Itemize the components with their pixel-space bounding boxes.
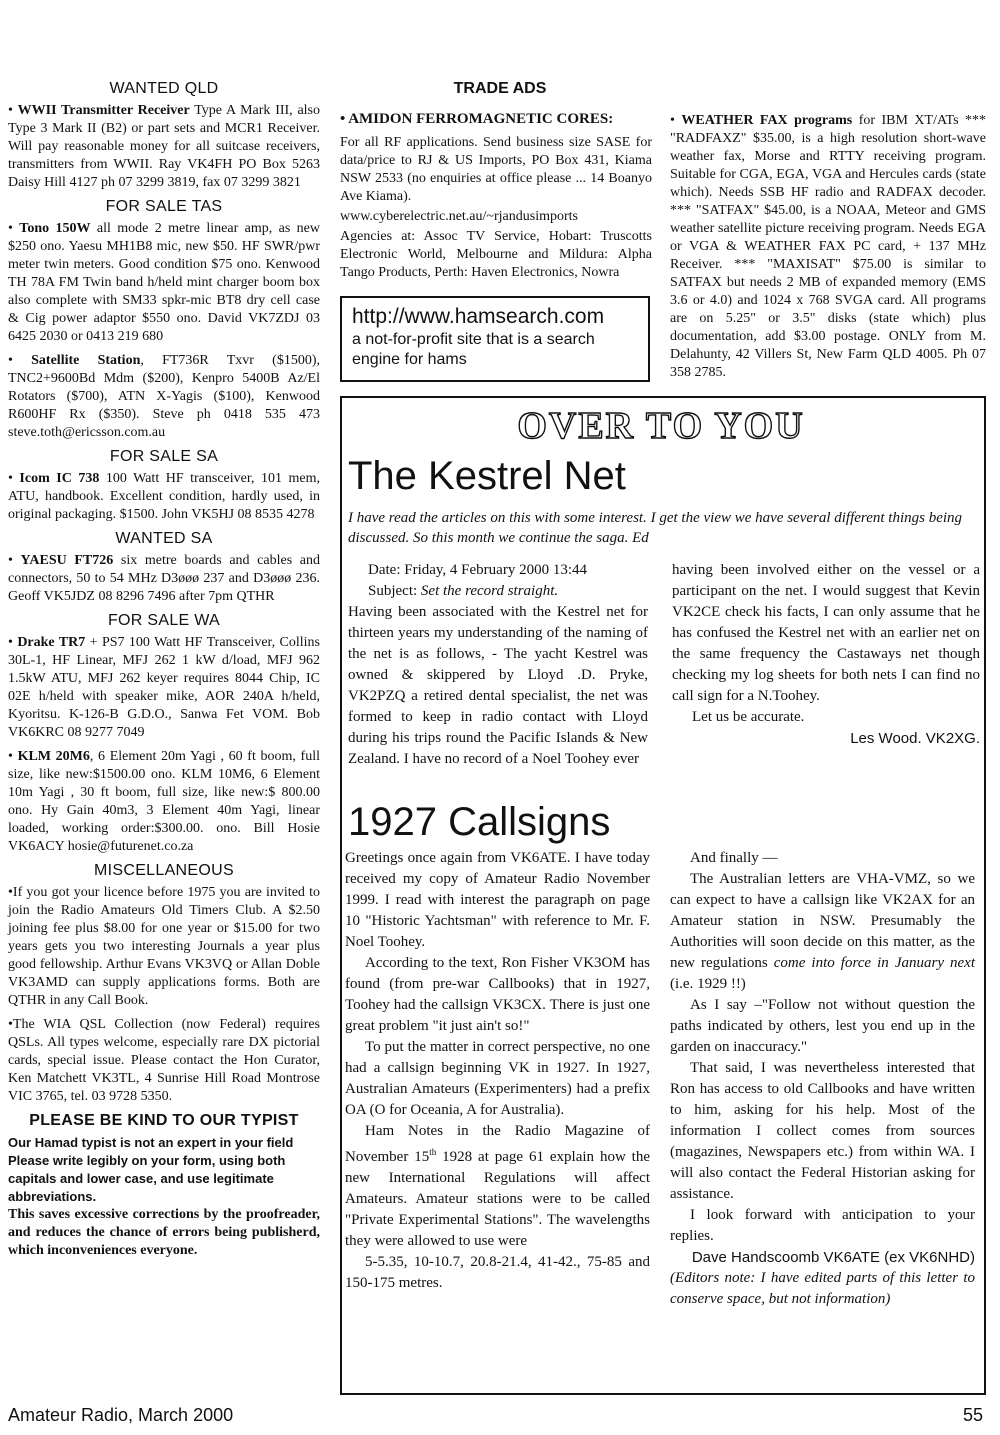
amidon-url[interactable]: www.cyberelectric.net.au/~rjandusimports <box>340 209 578 224</box>
hamsearch-url[interactable]: http://www.hamsearch.com <box>352 305 605 328</box>
amidon-title: • AMIDON FERROMAGNETIC CORES: <box>340 111 614 127</box>
ad-item: • Icom IC 738 100 Watt HF transceiver, 101 mem, ATU, handbook. Excellent condition, hardly used, in original packaging. $1500. John VK5HJ 08 8535 4278 <box>8 471 320 522</box>
typist-heading: PLEASE BE KIND TO OUR TYPIST <box>29 1112 299 1129</box>
letter-date: Date: Friday, 4 February 2000 13:44 <box>368 562 587 578</box>
callsigns-col-1 <box>345 848 650 1294</box>
callsigns-paragraph: As I say –"Follow not without question the paths indicated by others, lest you end up in the garden on inaccuracy." <box>670 997 975 1055</box>
ad-item: • Tono 150W all mode 2 metre linear amp, as new $250 ono. Yaesu MH1B8 mic, new $50. HF SWR/pwr meter twin meters. Good condition $75 ono. Kenwood TH 78A FM Twin band h/held mint charger boom box also complete with SM33 spkr-mic BT8 dry cell case & Cig power adaptor $550 ono. David VK7ZDJ 03 6425 2030 or 0413 219 680 <box>8 221 321 344</box>
weather-fax-ad <box>670 112 986 388</box>
kestrel-col-2 <box>672 560 980 749</box>
section-wanted-qld <box>8 80 320 192</box>
ad-item: • KLM 20M6, 6 Element 20m Yagi , 60 ft boom, full size, like new:$1500.00 ono. KLM 10M6, 6 Element 10m Yagi , 30 ft boom, full size, like new:$ 800.00 ono. Hy Gain 40m3, 3 Element 40m Yagi, linear loaded, working order:$300.00. ono. Bill Hosie VK6ACY hosie@futurenet.co.za <box>8 749 320 854</box>
section-wanted-sa <box>8 530 320 606</box>
trade-ads-heading: TRADE ADS <box>453 80 547 97</box>
footer-publication: Amateur Radio, March 2000 <box>8 1405 234 1425</box>
kestrel-col-1 <box>348 560 648 770</box>
hamsearch-box <box>340 296 650 382</box>
ad-item: •The WIA QSL Collection (now Federal) requires QSLs. All types welcome, especially rare DX pictorial cards, special issue. Please contact the Hon Curator, Ken Matchett VK3TL, 4 Sunrise Hill Road Montrose VIC 3765, tel. 03 9728 5350. <box>8 1017 320 1104</box>
callsigns-title: 1927 Callsigns <box>348 800 611 844</box>
amidon-body: For all RF applications. Send business size SASE for data/price to RJ & US Imports, PO Box 431, Kiama NSW 2533 (no enquiries at office please ... 14 Boanyo Ave Kiama). <box>340 135 652 204</box>
ad-item: •If you got your licence before 1975 you are invited to join the Radio Amateurs Old Timers Club. A $2.50 joining fee plus $8.00 for one year or $15.00 for two years gets you two interesting Journals a year plus good fellowship. Arthur Evans VK3VQ or Allan Doble VK3AMD can supply applications forms. Both are QTHR in any Call Book. <box>8 885 320 1008</box>
page-footer <box>8 1405 983 1426</box>
classified-column <box>8 74 320 1260</box>
callsigns-paragraph: And finally — <box>690 850 778 866</box>
callsigns-paragraph: Ham Notes in the Radio Magazine of November 15th 1928 at page 61 explain how the new International Regulations will affect Amateurs. Amateur stations were to be called "Private Experimental Stations". The wavelengths they were allowed to use were <box>345 1123 650 1249</box>
amidon-agencies: Agencies at: Assoc TV Service, Hobart: Truscotts Electronic World, Melbourne and Mildura: Alpha Tango Products, Perth: Haven Electronics, Nowra <box>340 229 652 280</box>
amidon-ad <box>340 110 652 288</box>
kestrel-paragraph: Having been associated with the Kestrel net for thirteen years my understanding of the naming of the net is as follows, - The yacht Kestrel was owned & skippered by Lloyd .D. Pryke, VK2PZQ a retired dental specialist, the net was formed to keep in radio contact with Lloyd during his trips round the Pacific Islands & New Zealand. I have no record of a Noel Toohey ever <box>348 604 648 767</box>
over-to-you-logo: OVER TO YOU <box>517 405 805 447</box>
typist-note: Our Hamad typist is not an expert in your field Please write legibly on your form, using both capitals and lower case, and use legitimate abbreviations. <box>8 1135 294 1204</box>
kestrel-signature: Les Wood. VK2XG. <box>850 730 980 747</box>
typist-notice <box>8 1112 320 1260</box>
callsigns-paragraph: To put the matter in correct perspective, no one had a callsign beginning VK in 1927. In 1927, Australian Amateurs (Experimenters) had a prefix OA (O for Oceania, A for Australia). <box>345 1039 650 1118</box>
section-heading: FOR SALE TAS <box>105 198 223 215</box>
section-for-sale-wa <box>8 612 320 856</box>
callsigns-col-2 <box>670 848 975 1310</box>
callsigns-paragraph: I look forward with anticipation to your replies. <box>670 1207 975 1244</box>
ad-item: • Satellite Station, FT736R Txvr ($1500), TNC2+9600Bd Mdm ($200), Kenpro 5400B Az/El Rotators ($700), ATN X-Yagis ($100), Kenwood R600HF Rx ($350). Steve ph 0418 535 473 steve.toth@ericsson.com.au <box>8 353 320 440</box>
section-heading: FOR SALE SA <box>109 448 219 465</box>
callsigns-paragraph: The Australian letters are VHA-VMZ, so we can expect to have a callsign like VK2AX for an Amateur station in NSW. Presumably the Authorities will soon decide on this matter, as the new regulations come into force in January next (i.e. 1929 !!) <box>670 871 975 992</box>
ad-item: • WEATHER FAX programs for IBM XT/ATs *** "RADFAXZ" $35.00, is a high resolution short-wave weather fax, Morse and RTTY receiving program. Suitable for CGA, EGA, VGA and Hercules cards (state which). Needs SSB HF radio and RADFAX decoder. *** "SATFAX" $45.00, is a NOAA, Meteor and GMS weather satellite picture receiving program. Needs EGA or VGA & WEATHER FAX PC card, + 137 MHz Receiver. *** "MAXISAT" $75.00 is similar to SATFAX but needs 2 MB of expanded memory (EMS 3.6 or 4.0) and 1024 x 768 SVGA card. All programs are on 5.25" or 3.5" disks (state which) plus documentation, add $3.00 postage. ONLY from M. Delahunty, 42 Villers St, New Farm QLD 4005. Ph 07 358 2785. <box>670 113 987 380</box>
ad-item: • Drake TR7 + PS7 100 Watt HF Transceiver, Collins 30L-1, HF Linear, MFJ 262 1 kW d/load, MFJ 962 1.5kW ATU, MFJ 262 keyer requires 8044 Chip, IC 02E h/held with speaker mike, AOR 240A h/held, Kyoritsu. K-126-B G.D.O., Sanwa Fet VOM. Bob VK6KRC 08 9277 7049 <box>8 635 320 740</box>
callsigns-paragraph: Greetings once again from VK6ATE. I have today received my copy of Amateur Radio November 1999. I read with interest the paragraph on page 10 "Historic Yachtsman" with reference to Mr. F. Noel Toohey. <box>345 850 650 950</box>
editors-note: (Editors note: I have edited parts of this letter to conserve space, but not information) <box>670 1270 975 1307</box>
kestrel-paragraph: Let us be accurate. <box>692 709 805 725</box>
callsigns-signature: Dave Handscoomb VK6ATE (ex VK6NHD) <box>691 1249 975 1266</box>
kestrel-intro: I have read the articles on this with some interest. I get the view we have several different things being discussed. So this month we continue the saga. Ed <box>348 510 963 546</box>
section-for-sale-tas <box>8 198 320 442</box>
ad-item: • YAESU FT726 six metre boards and cables and connectors, 50 to 54 MHz D3øøø 237 and D3øøø 236. Geoff VK5JDZ 08 8296 7496 after 7pm QTHR <box>8 553 320 604</box>
ad-item: • WWII Transmitter Receiver Type A Mark III, also Type 3 Mark II (B2) or part sets and MCR1 Receiver. Will pay reasonable money for all suitcase receivers, transmitters from WWII. Ray VK4FH PO Box 5263 Daisy Hill 4127 ph 07 3299 3819, fax 07 3299 3821 <box>8 103 320 190</box>
callsigns-paragraph: According to the text, Ron Fisher VK3OM has found (from pre-war Callbooks) that in 1927, Toohey had the callsign VK3CX. There is just one great problem "it just ain't so!" <box>345 955 650 1034</box>
letter-subject: Subject: Set the record straight. <box>368 583 559 599</box>
kestrel-paragraph: having been involved either on the vessel or a participant on the net. I would suggest that Kevin VK2CE check his facts, I can only assume that he has confused the Kestrel net with an earlier net on the same frequency the Castaways net though checking my log sheets for both nets I can find no call sign for a N.Toohey. <box>672 562 980 704</box>
section-for-sale-sa <box>8 448 320 524</box>
kestrel-net-title: The Kestrel Net <box>348 454 626 498</box>
section-heading: WANTED SA <box>115 530 213 547</box>
hamsearch-description: a not-for-profit site that is a search engine for hams <box>352 331 595 368</box>
typist-note: This saves excessive corrections by the proofreader, and reduces the chance of errors being publisherd, which inconveniences everyone. <box>8 1207 320 1258</box>
callsigns-paragraph: That said, I was nevertheless interested that Ron has access to old Callbooks and have written to him, asking for his help. Most of the information I collect comes from sources (magazines, Newspapers etc.) from within WA. I will also contact the Federal Historian asking for assistance. <box>670 1060 975 1202</box>
section-miscellaneous <box>8 862 320 1106</box>
section-heading: FOR SALE WA <box>107 612 221 629</box>
section-heading: MISCELLANEOUS <box>94 862 234 879</box>
page-number: 55 <box>962 1405 983 1425</box>
section-heading: WANTED QLD <box>109 80 219 97</box>
callsigns-paragraph: 5-5.35, 10-10.7, 20.8-21.4, 41-42., 75-85 and 150-175 metres. <box>345 1254 650 1291</box>
